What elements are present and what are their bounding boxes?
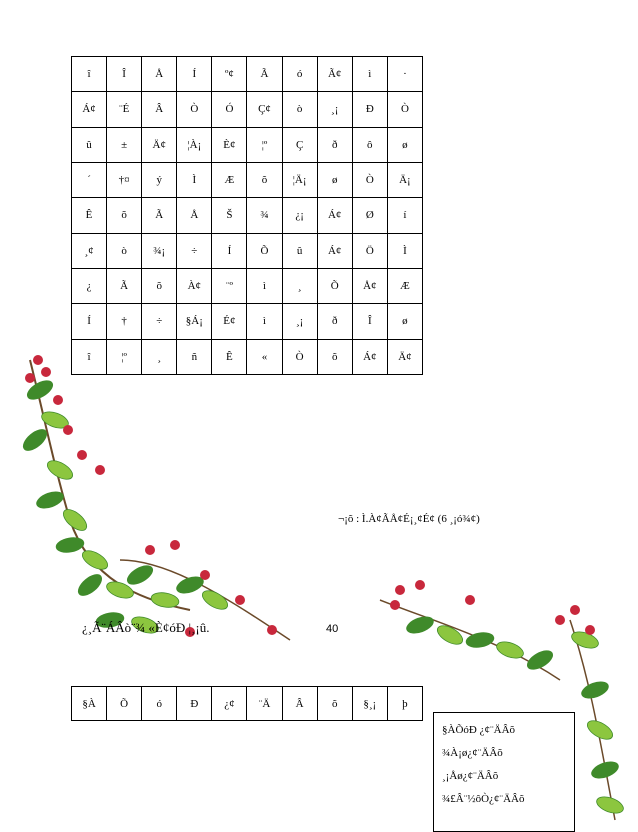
vine-berry [63,425,73,435]
grid-cell: Á¢ [352,339,387,374]
grid-cell: ô [352,127,387,162]
vine-leaf [124,562,155,588]
grid-cell: º¢ [212,57,247,92]
grid-cell: ø [317,162,352,197]
grid-cell: ì [247,304,282,339]
vine-berry [395,585,405,595]
vine-leaf [524,647,555,673]
grid-row [72,268,423,303]
grid-cell: Í [72,304,107,339]
grid-cell: Ê [72,198,107,233]
grid-cell: Ò [352,162,387,197]
vine-berry [267,625,277,635]
grid-cell: ¨º [212,268,247,303]
grid-cell: Ò [177,92,212,127]
strip-cell: õ [317,687,352,721]
grid-cell: ¾¡ [142,233,177,268]
grid-cell: Ì [177,162,212,197]
vine-berry [25,373,35,383]
grid-cell: Ã [142,198,177,233]
vine-leaf [20,426,50,455]
answer-word: §ÀÕóÐ ¿¢¨ÄÂõ [442,724,516,736]
grid-cell: ¦º [107,339,142,374]
vine-leaf [199,587,230,613]
vine-berry [200,570,210,580]
grid-cell: · [387,57,422,92]
grid-cell: È¢ [212,127,247,162]
grid-cell: ÷ [142,304,177,339]
grid-cell: Ã¢ [317,57,352,92]
grid-row [72,127,423,162]
grid-cell: õ [317,339,352,374]
grid-cell: ý [142,162,177,197]
grid-cell: Á¢ [72,92,107,127]
vine-berry [570,605,580,615]
grid-row [72,57,423,92]
grid-cell: Í [177,57,212,92]
vine-leaf [55,536,85,555]
vine-berry [555,615,565,625]
grid-cell: õ [247,162,282,197]
vine-berry [235,595,245,605]
grid-cell: ¨É [107,92,142,127]
grid-cell: Ä¢ [387,339,422,374]
grid-cell: † [107,304,142,339]
grid-cell: ¦À¡ [177,127,212,162]
grid-cell: Ä¢ [142,127,177,162]
grid-cell: Ê [212,339,247,374]
grid-cell: õ [107,198,142,233]
grid-cell: Å¢ [352,268,387,303]
grid-cell: ÷ [177,233,212,268]
grid-cell: ¸ [142,339,177,374]
grid-row [72,162,423,197]
grid-cell: Ä¡ [387,162,422,197]
grid-cell: û [72,127,107,162]
grid-cell: ñ [177,339,212,374]
grid-cell: Ç [282,127,317,162]
grid-cell: À¢ [177,268,212,303]
letter-grid-puzzle [71,56,423,375]
vine-berry [77,450,87,460]
grid-cell: †¤ [107,162,142,197]
grid-cell: ì [247,268,282,303]
section-heading: ¿¸Ã¨ÁÂò¨¾ «È¢óÐ ¦¸¡û. [82,620,210,635]
grid-cell: Ø [352,198,387,233]
grid-cell: Æ [212,162,247,197]
grid-row [72,198,423,233]
grid-cell: « [247,339,282,374]
vine-stem [570,620,615,820]
grid-cell: î [72,57,107,92]
page-number: 40 [326,623,339,635]
vine-leaf [75,571,105,600]
vine-leaf [34,489,65,512]
letter-strip-puzzle [71,686,423,721]
grid-cell: §Á¡ [177,304,212,339]
answer-word: ¾À¡ø¿¢¨ÄÂõ [442,747,503,759]
grid-cell: Ã [247,57,282,92]
answer-word: ¸¡Åø¿¢¨ÄÂõ [442,770,499,782]
grid-cell: î [72,339,107,374]
grid-cell: ¿¡ [282,198,317,233]
grid-cell: ¸¢ [72,233,107,268]
grid-cell: Ö [352,233,387,268]
answer-word-list [433,712,575,832]
grid-cell: í [387,198,422,233]
grid-cell: Š [212,198,247,233]
strip-cell: Õ [107,687,142,721]
grid-cell: ¸¡ [317,92,352,127]
vine-berry [170,540,180,550]
grid-cell: ð [317,304,352,339]
grid-cell: ´ [72,162,107,197]
grid-cell: Ã [107,268,142,303]
author-credit: ¬¡õ : Ì.À¢ÃÅ¢É¡¸¢É¢ (6 ¸¡ó¾¢) [338,513,480,525]
strip-cell: §À [72,687,107,721]
vine-berry [145,545,155,555]
grid-row [72,339,423,374]
grid-cell: ì [352,57,387,92]
grid-cell: Ò [282,339,317,374]
grid-cell: ¿ [72,268,107,303]
grid-cell: Ð [352,92,387,127]
vine-leaf [60,506,90,535]
strip-cell: þ [387,687,422,721]
vine-berry [33,355,43,365]
grid-row [72,233,423,268]
grid-cell: Á¢ [317,233,352,268]
grid-cell: ø [387,127,422,162]
grid-cell: ¸ [282,268,317,303]
grid-cell: Î [107,57,142,92]
grid-cell: ¸¡ [282,304,317,339]
strip-cell: §¸¡ [352,687,387,721]
grid-cell: Á¢ [317,198,352,233]
grid-cell: Å [142,57,177,92]
vine-leaf [579,679,610,702]
grid-row [72,92,423,127]
vine-berry [465,595,475,605]
grid-cell: ò [107,233,142,268]
grid-cell: Å [177,198,212,233]
strip-cell: ¿¢ [212,687,247,721]
vine-leaf [404,614,435,637]
vine-berry [390,600,400,610]
vine-berry [415,580,425,590]
strip-cell: Ð [177,687,212,721]
strip-cell: Â [282,687,317,721]
grid-cell: ò [282,92,317,127]
grid-cell: Î [352,304,387,339]
grid-cell: ¾ [247,198,282,233]
grid-cell: õ [142,268,177,303]
grid-cell: Õ [247,233,282,268]
grid-cell: Ç¢ [247,92,282,127]
grid-cell: ó [282,57,317,92]
grid-cell: Ó [212,92,247,127]
grid-cell: ð [317,127,352,162]
vine-berry [53,395,63,405]
grid-cell: Æ [387,268,422,303]
strip-cell: ¨Ä [247,687,282,721]
strip-cell: ó [142,687,177,721]
vine-berry [585,625,595,635]
grid-cell: Í [212,233,247,268]
grid-cell: Â [142,92,177,127]
vine-berry [41,367,51,377]
grid-cell: ¦º [247,127,282,162]
grid-cell: Ò [387,92,422,127]
grid-cell: Õ [317,268,352,303]
answer-word: ¾£Â¨½ôÒ¿¢¨ÄÂõ [442,793,525,805]
vine-leaf [589,759,620,782]
grid-cell: É¢ [212,304,247,339]
grid-cell: ¦Ä¡ [282,162,317,197]
vine-berry [95,465,105,475]
grid-cell: ø [387,304,422,339]
grid-cell: ± [107,127,142,162]
grid-cell: û [282,233,317,268]
grid-row [72,304,423,339]
vine-leaf [44,457,75,483]
grid-cell: Ì [387,233,422,268]
